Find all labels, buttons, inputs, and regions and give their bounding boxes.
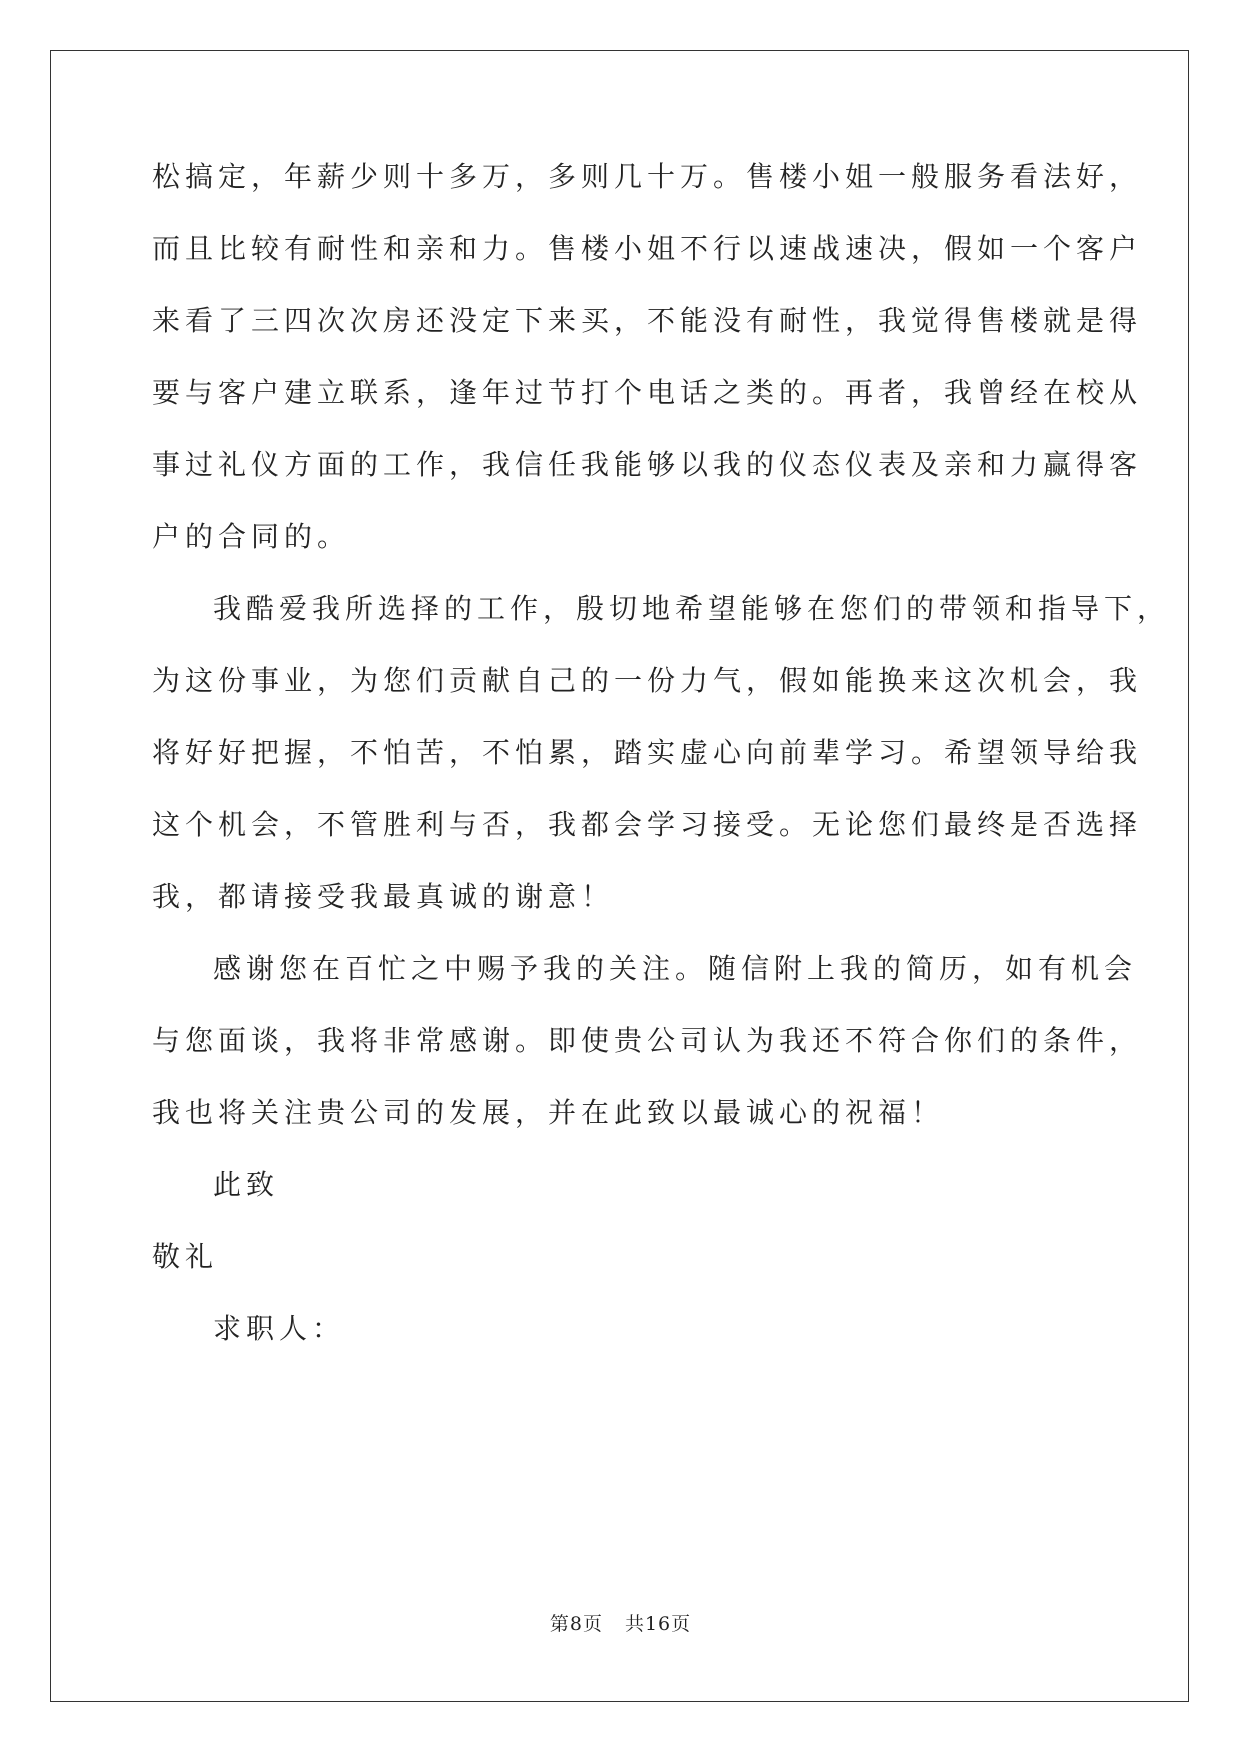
signature-label: 求职人： bbox=[213, 1312, 346, 1345]
text-line: 来看了三四次次房还没定下来买，不能没有耐性，我觉得售楼就是得 bbox=[152, 304, 1143, 337]
closing-salutation: 此致 bbox=[213, 1168, 280, 1201]
text-line: 松搞定，年薪少则十多万，多则几十万。售楼小姐一般服务看法好， bbox=[152, 160, 1143, 193]
closing-regards: 敬礼 bbox=[152, 1240, 219, 1273]
page-footer bbox=[0, 1612, 1241, 1636]
text-line: 要与客户建立联系，逢年过节打个电话之类的。再者，我曾经在校从 bbox=[152, 376, 1143, 409]
text-line: 为这份事业，为您们贡献自己的一份力气，假如能换来这次机会，我 bbox=[152, 664, 1143, 697]
text-line: 将好好把握，不怕苦，不怕累，踏实虚心向前辈学习。希望领导给我 bbox=[152, 736, 1143, 769]
page-total: 共16页 bbox=[624, 1613, 692, 1635]
text-line: 这个机会，不管胜利与否，我都会学习接受。无论您们最终是否选择 bbox=[152, 808, 1143, 841]
text-line: 我，都请接受我最真诚的谢意！ bbox=[152, 880, 615, 913]
paragraph-start-line: 感谢您在百忙之中赐予我的关注。随信附上我的简历，如有机会 bbox=[213, 952, 1138, 985]
text-line: 事过礼仪方面的工作，我信任我能够以我的仪态仪表及亲和力赢得客 bbox=[152, 448, 1143, 481]
page-number: 第8页 bbox=[549, 1613, 603, 1635]
text-line: 而且比较有耐性和亲和力。售楼小姐不行以速战速决，假如一个客户 bbox=[152, 232, 1143, 265]
text-line: 户的合同的。 bbox=[152, 520, 351, 553]
text-line: 我也将关注贵公司的发展，并在此致以最诚心的祝福！ bbox=[152, 1096, 945, 1129]
paragraph-start-line: 我酷爱我所选择的工作，殷切地希望能够在您们的带领和指导下， bbox=[213, 592, 1171, 625]
page-border bbox=[50, 50, 1189, 1702]
text-line: 与您面谈，我将非常感谢。即使贵公司认为我还不符合你们的条件， bbox=[152, 1024, 1143, 1057]
